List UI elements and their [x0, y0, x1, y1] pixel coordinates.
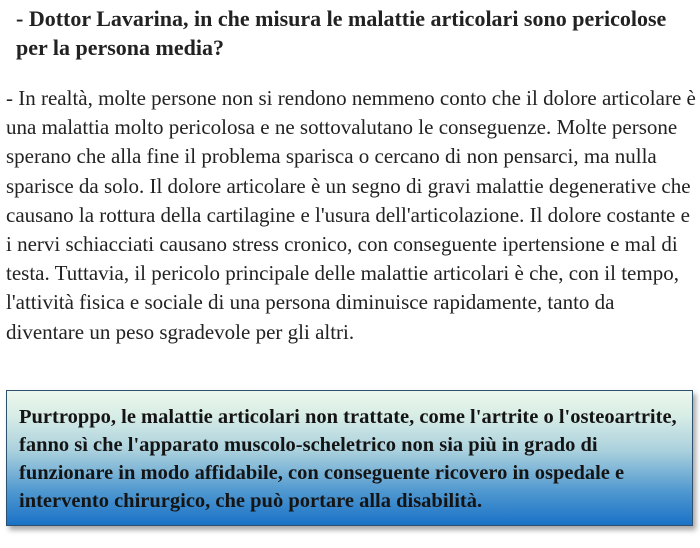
interview-answer: - In realtà, molte persone non si rendono nemmeno conto che il dolore articolare è una malattia molto pericolosa e ne sottovalutano le conseguenze. Molte persone sperano che alla fine il problema sparisca o cercano di non pensarci, ma nulla sparisce da solo. Il dolore articolare è un segno di gravi malattie degenerative che causano la rottura della cartilagine e l'usura dell'articolazione. Il dolore costante e i nervi schiacciati causano stress cronico, con conseguente ipertensione e mal di testa. Tuttavia, il pericolo principale delle malattie articolari è che, con il tempo, l'attività fisica e sociale di una persona diminuisce rapidamente, tanto da diventare un peso sgradevole per gli altri. — [6, 86, 696, 344]
callout-text: Purtroppo, le malattie articolari non trattate, come l'artrite o l'osteoartrite, fanno sì che l'apparato muscolo-scheletrico non sia più in grado di funzionare in modo affidabile, con conseguente ricovero in ospedale e intervento chirurgico, che può portare alla disabilità. — [19, 406, 677, 512]
highlight-callout-box — [6, 390, 693, 526]
interview-question: - Dottor Lavarina, in che misura le malattie articolari sono pericolose per la persona media? — [16, 6, 667, 60]
